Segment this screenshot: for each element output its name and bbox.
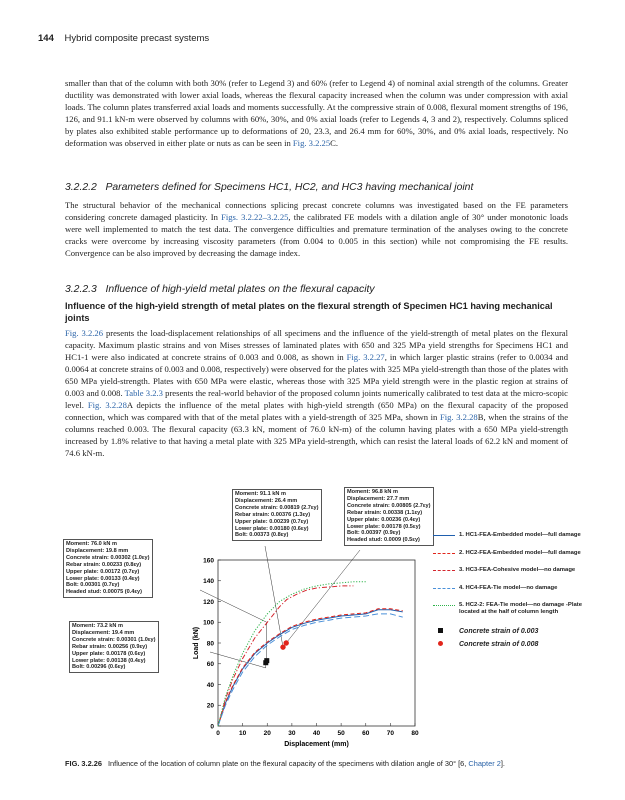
legend-marker-circle <box>433 640 583 649</box>
annotation-line: Displacement: 19.8 mm <box>66 547 129 554</box>
legend-label: Concrete strain of 0.008 <box>459 640 539 648</box>
p1-text-2: C. <box>330 138 339 149</box>
figure-label: FIG. 3.2.26 <box>65 759 102 768</box>
link-fig-3-2-28a[interactable]: Fig. 3.2.28 <box>87 400 127 411</box>
legend-label: Concrete strain of 0.003 <box>459 627 539 635</box>
chart-legend <box>433 532 583 653</box>
p2-text-1: The structural behavior of the mechanical connections splicing precast concrete columns was investigated based on the FE parameters considering concrete damaged plasticity. In <box>65 200 568 223</box>
annotation-line: Concrete strain: 0.00805 (2.7εy) <box>347 502 431 509</box>
y-tick-label: 140 <box>203 578 214 586</box>
y-tick-label: 120 <box>203 598 214 606</box>
x-tick-label: 40 <box>312 730 321 737</box>
legend-label: 5. HC2-2: FEA-Tie model—no damage -Plate located at the half of column length <box>459 602 582 615</box>
annotation-line: Moment: 91.1 kN m <box>235 491 286 497</box>
legend-label: 3. HC3-FEA-Cohesive model—no damage <box>459 567 576 573</box>
legend-label: 2. HC2-FEA-Embedded model—full damage <box>459 549 581 556</box>
annotation-left-2 <box>69 621 159 673</box>
annotation-line: Upper plate: 0.00178 (0.6εy) <box>72 650 146 657</box>
square-marker-icon <box>438 628 443 633</box>
x-tick-label: 70 <box>386 730 394 737</box>
annotation-line: Bolt: 0.00296 (0.6εy) <box>72 664 126 671</box>
annotation-line: Displacement: 19.4 mm <box>72 629 135 636</box>
annotation-line: Bolt: 0.00301 (0.7εy) <box>66 582 120 589</box>
legend-swatch <box>433 570 455 571</box>
annotation-line: Concrete strain: 0.00302 (1.0εy) <box>66 554 150 561</box>
legend-item-2 <box>433 550 583 557</box>
x-tick-label: 0 <box>216 730 220 737</box>
annotation-line: Rebar strain: 0.00256 (0.9εy) <box>72 643 148 650</box>
y-tick-label: 60 <box>206 661 214 669</box>
annotation-line: Moment: 96.8 kN m <box>347 489 398 495</box>
legend-item-5 <box>433 602 583 616</box>
annotation-line: Concrete strain: 0.00301 (1.0εy) <box>72 636 156 643</box>
x-tick-label: 80 <box>411 730 419 737</box>
marker-strain-0-003 <box>264 658 269 663</box>
y-tick-label: 100 <box>203 619 214 627</box>
p1-text-1: smaller than that of the column with both 30% (refer to Legend 3) and 60% (refer to Legend 4) of nominal axial strength of the columns. Greater ductility was demonstrated with lower axial loads, whereas the flexural capacity increased when the column was under compression with axial loads. The column plates transferred axial loads and moments successfully. At the compressive strain of 0.008, flexural moment strengths of 196, 126, and 91.1 kN-m were observed by columns with 60%, 30%, and 0% axial loads (refer to Legends 4, 3 and 2), respectively. Columns spliced by plates also exhibited stable performance up to deformations of 20, 23.3, and 26.4 mm for 60%, 30%, and 0% axial loads, respectively. No deformation was observed in either plate or nuts as can be seen in <box>65 78 568 149</box>
annotation-line: Headed stud: 0.0009 (0.5εy) <box>347 537 420 544</box>
legend-label: 1. HC1-FEA-Embedded model—full damage <box>459 532 581 538</box>
annotation-line: Lower plate: 0.00178 (0.5εy) <box>347 523 421 530</box>
link-table-3-2-3[interactable]: Table 3.2.3 <box>124 388 163 399</box>
link-chapter-2[interactable]: Chapter 2 <box>468 759 501 768</box>
paragraph-3 <box>65 327 568 460</box>
p3-text-5: B, when the strains of the columns reached 0.003. The flexural capacity (63.3 kN, moment of 76.0 kN-m) of the column having plates with a 650 MPa yield-strength increased by 1.8% relative to that having a metal plate with 325 MPa yield-strength, which can resist the lateral loads of 62.2 kN and moment of 74.6 kN-m. <box>65 412 569 459</box>
annotation-top-2 <box>344 487 434 546</box>
y-tick-label: 160 <box>203 557 214 565</box>
p3-text-1: presents the load-displacement relationships of all specimens and the influence of the yield-strength of metal plates on the flexural capacity. Maximum plastic strains and von Mises stresses of laminated plates with 650 and 325 MPa yield strengths for Specimens HC1 and HC1-1 were also indicated at concrete strains of 0.003 and 0.008, as shown in <box>65 328 569 363</box>
section-3-2-2-3 <box>65 284 568 295</box>
annotation-line: Upper plate: 0.00236 (0.4εy) <box>347 516 421 523</box>
annotation-line: Rebar strain: 0.00376 (1.3εy) <box>235 511 311 518</box>
annotation-line: Lower plate: 0.00180 (0.6εy) <box>235 525 309 532</box>
annotation-line: Lower plate: 0.00133 (0.4εy) <box>66 575 140 582</box>
section-number: 3.2.2.2 <box>65 182 97 193</box>
y-tick-label: 0 <box>210 723 214 731</box>
x-tick-label: 20 <box>263 730 271 737</box>
legend-item-3 <box>433 567 583 574</box>
legend-swatch <box>433 588 455 589</box>
annotation-line: Headed stud: 0.00075 (0.4εy) <box>66 589 143 596</box>
y-axis-label: Load (kN) <box>193 626 200 660</box>
annotation-line: Lower plate: 0.00138 (0.4εy) <box>72 657 146 664</box>
section-number: 3.2.2.3 <box>65 284 97 295</box>
caption-text: Influence of the location of column plate on the flexural capacity of the specimens with dilation angle of 30° [6, <box>107 759 469 768</box>
annotation-line: Moment: 73.2 kN m <box>72 623 123 629</box>
link-figs-3-2-22[interactable]: Figs. 3.2.22–3.2.25 <box>221 212 289 223</box>
p2-text-2: , the calibrated FE models with a dilation angle of 30° under monotonic loads were well implemented to match the test data. The convergence difficulties and premature termination of the analyses owing to the concrete cracks were overcome by increasing viscosity parameters (from 0.004 to 0.005 in this section) while not compromising the FE results. Convergence can be also improved by decreasing the damage index. <box>65 212 568 259</box>
page-number: 144 <box>38 33 54 44</box>
link-fig-3-2-25[interactable]: Fig. 3.2.25 <box>292 138 331 149</box>
y-tick-label: 80 <box>206 640 214 648</box>
series-line-5 <box>218 582 366 726</box>
y-tick-label: 20 <box>206 702 214 710</box>
legend-marker-square <box>433 627 583 636</box>
annotation-line: Bolt: 0.00373 (0.8εy) <box>235 532 289 539</box>
legend-swatch <box>433 605 455 606</box>
annotation-line: Bolt: 0.00397 (0.9εy) <box>347 530 401 537</box>
series-line-3 <box>218 586 353 726</box>
paragraph-2 <box>65 199 568 259</box>
p3-text-2: , in which larger plastic strains (refer to 0.0034 and 0.0064 at concrete strains of 0.003 and 0.008, respectively) were observed for the plates with 325 MPa yield-strength than those of the plates with 650 MPa yield-strength. Plates with 650 MPa were elastic, whereas those with 325 MPa yield strength were in the plastic region at strains of 0.003 and 0.008. <box>65 352 568 399</box>
legend-swatch <box>433 535 455 536</box>
annotation-line: Upper plate: 0.00172 (0.7εy) <box>66 568 140 575</box>
annotation-top-1 <box>232 489 322 541</box>
annotation-line: Displacement: 26.4 mm <box>235 497 298 504</box>
p3-text-3: presents the real-world behavior of the proposed column joints numerically calibrated to test data at the micro-scopic level. <box>65 388 568 411</box>
section-3-2-2-2 <box>65 182 568 193</box>
circle-marker-icon <box>438 641 443 646</box>
chart-layer <box>193 546 419 748</box>
x-tick-label: 30 <box>288 730 296 737</box>
subheading <box>65 300 568 324</box>
paragraph-1 <box>65 77 568 149</box>
x-tick-label: 10 <box>239 730 247 737</box>
series-line-4 <box>218 614 403 726</box>
link-fig-3-2-26[interactable]: Fig. 3.2.26 <box>65 328 104 338</box>
annotation-line: Upper plate: 0.00239 (0.7εy) <box>235 518 309 525</box>
figure-caption <box>65 759 575 768</box>
x-axis-label: Displacement (mm) <box>284 741 349 748</box>
y-tick-label: 40 <box>206 681 214 689</box>
legend-item-4 <box>433 585 583 592</box>
annotation-leader-line <box>265 546 283 647</box>
caption-end: ]. <box>500 759 505 768</box>
x-tick-label: 60 <box>362 730 370 737</box>
marker-strain-0-008 <box>284 640 289 645</box>
section-title: Parameters defined for Specimens HC1, HC2, and HC3 having mechanical joint <box>105 182 474 193</box>
section-title: Influence of high-yield metal plates on the flexural capacity <box>105 284 375 295</box>
annotation-line: Rebar strain: 0.00233 (0.8εy) <box>66 561 142 568</box>
annotation-left-1 <box>63 539 153 598</box>
legend-swatch <box>433 553 455 554</box>
annotation-line: Displacement: 27.7 mm <box>347 495 410 502</box>
running-header <box>38 33 209 44</box>
running-title: Hybrid composite precast systems <box>64 33 210 44</box>
subheading-text: Influence of the high-yield strength of metal plates on the flexural strength of Specimen HC1 having mechanical joints <box>65 301 553 323</box>
annotation-line: Moment: 76.0 kN m <box>66 541 117 547</box>
legend-label: 4. HC4-FEA-Tie model—no damage <box>459 584 558 591</box>
figure-3-2-26 <box>60 480 580 758</box>
p3-text-4: A depicts the influence of the metal plates with high-yield strength (650 MPa) on the flexural capacity of the proposed connection, which was compared with that of the metal plates with a yield-strength of 325 MPa, shown in <box>65 400 569 423</box>
link-fig-3-2-27[interactable]: Fig. 3.2.27 <box>346 352 385 363</box>
annotation-leader-line <box>286 550 360 643</box>
annotation-line: Concrete strain: 0.00819 (2.7εy) <box>235 504 319 511</box>
legend-item-1 <box>433 532 583 539</box>
plot-frame <box>218 560 415 726</box>
x-tick-label: 50 <box>337 730 345 737</box>
annotation-line: Rebar strain: 0.00338 (1.1εy) <box>347 509 423 516</box>
link-fig-3-2-28b[interactable]: Fig. 3.2.28 <box>439 412 478 423</box>
